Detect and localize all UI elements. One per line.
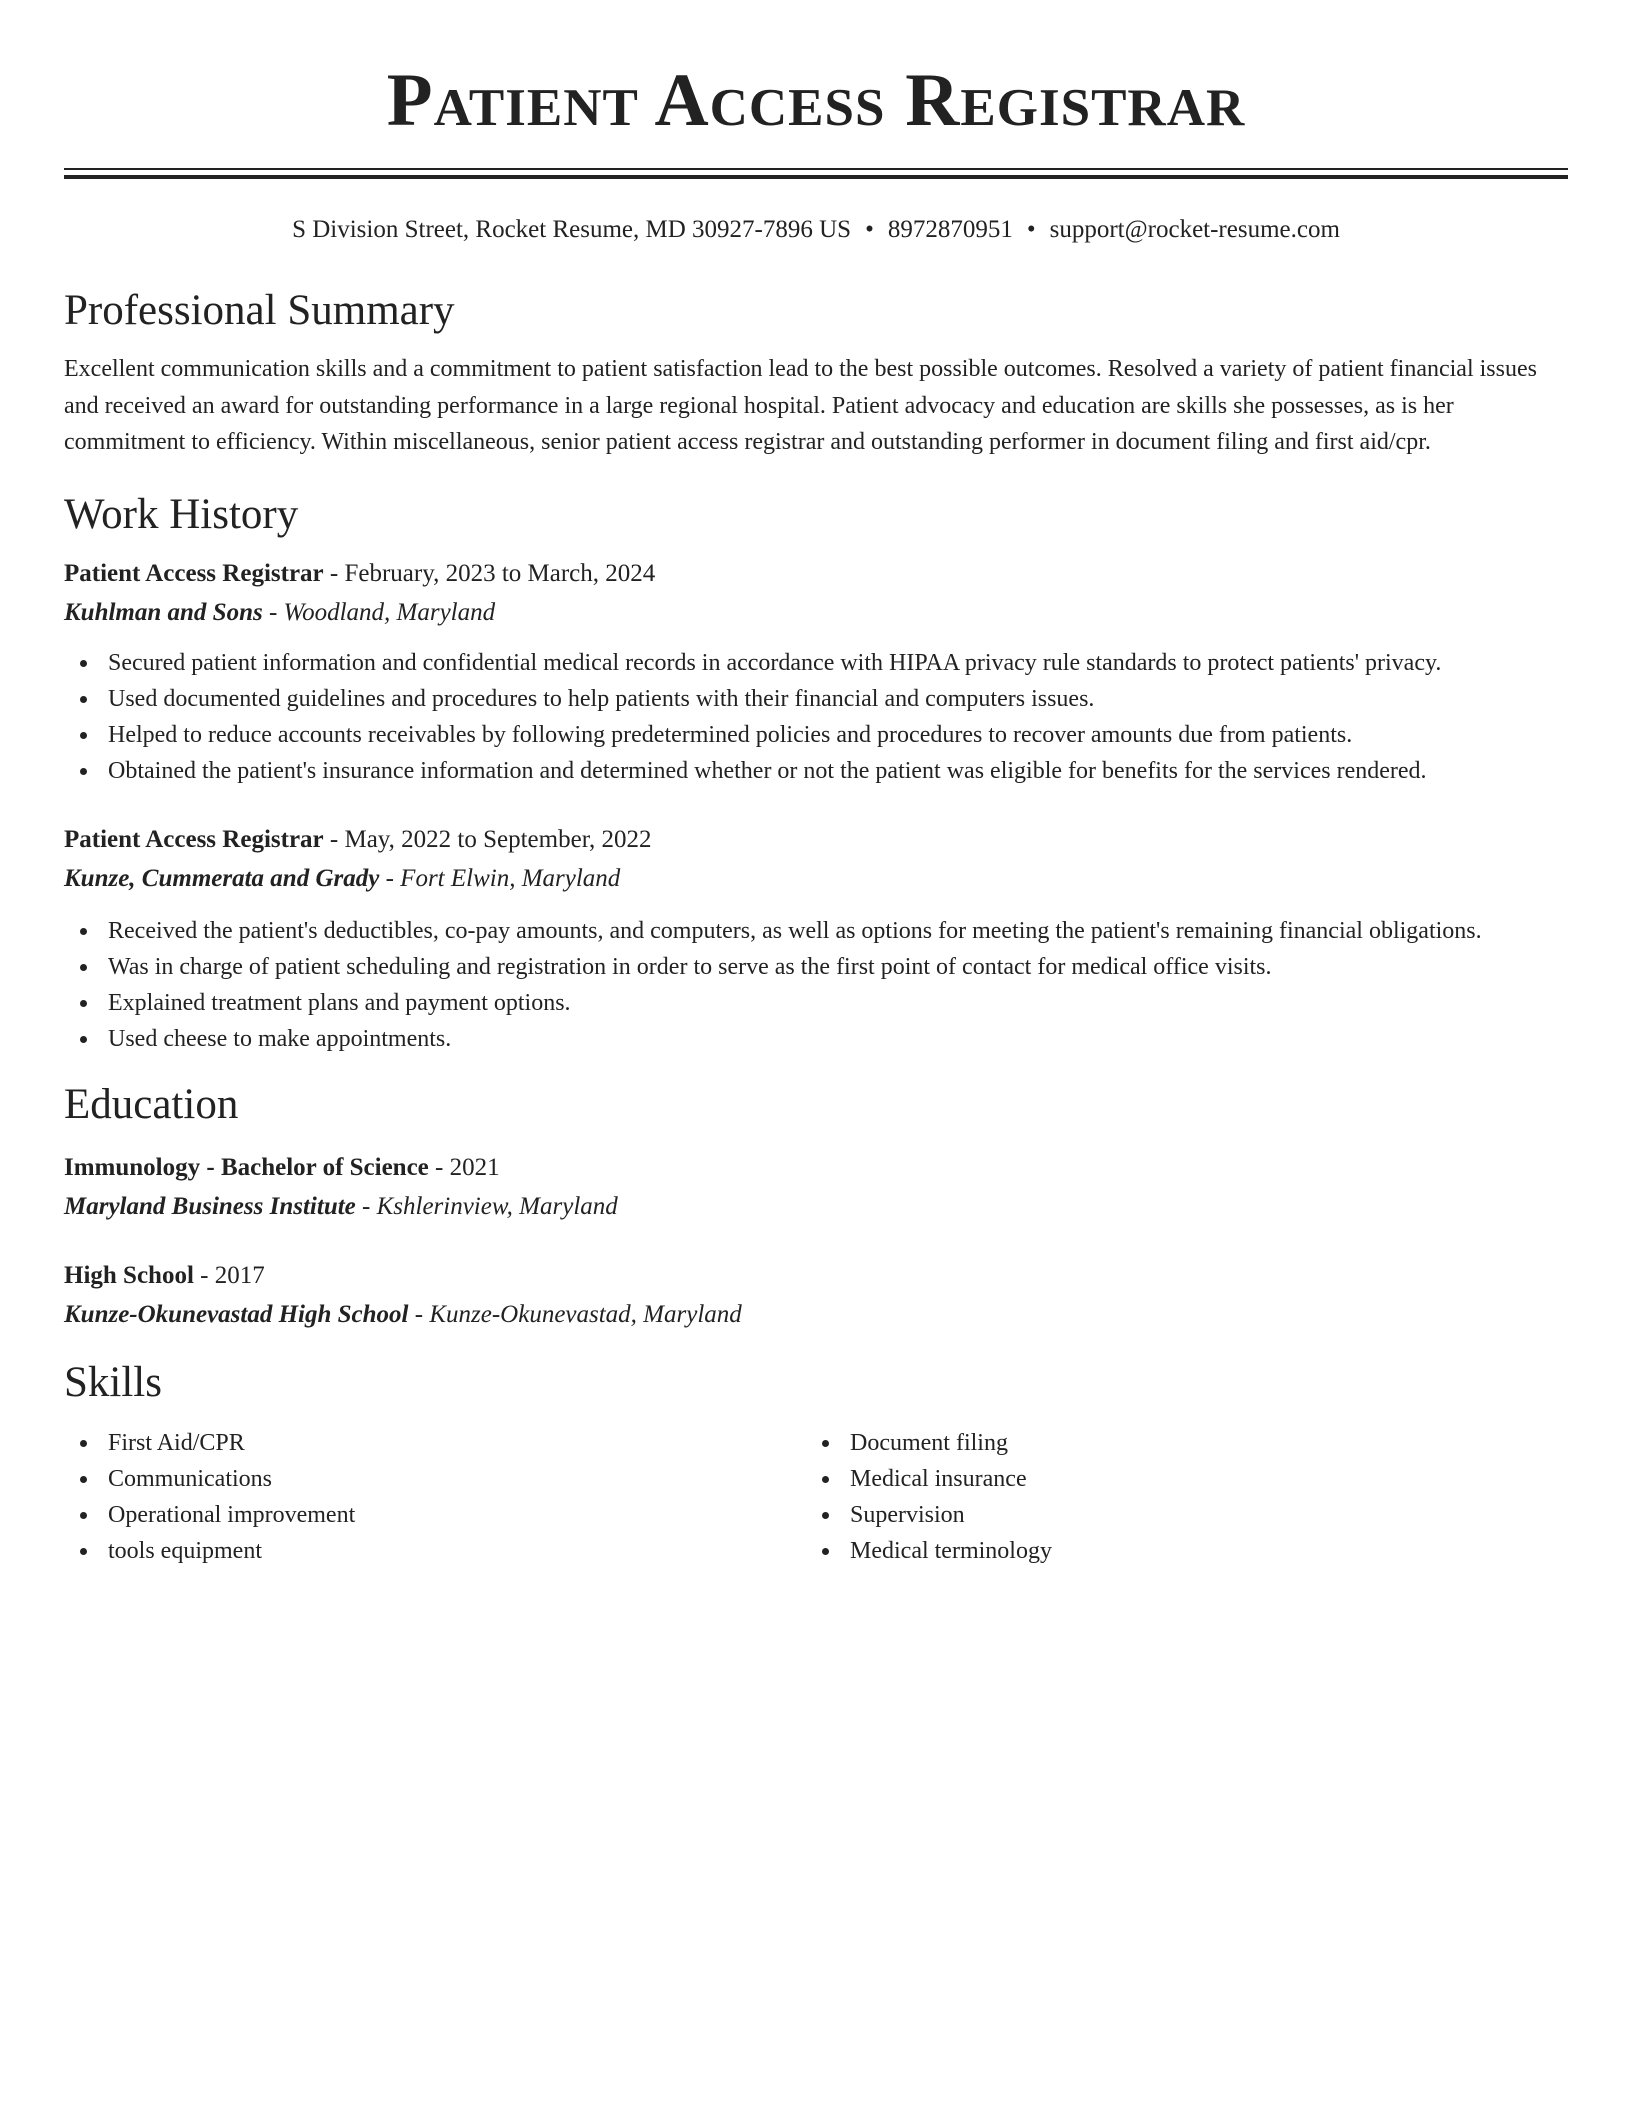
job-dates: - May, 2022 to September, 2022 [323, 825, 652, 853]
list-item: Helped to reduce accounts receivables by following predetermined policies and procedures to recover amounts due from patients. [64, 717, 1568, 753]
job-bullets [64, 913, 1568, 1057]
contact-separator: • [865, 216, 874, 243]
company-name: Kunze, Cummerata and Grady [64, 864, 380, 892]
skill-item: Medical terminology [806, 1533, 1548, 1569]
summary-text: Excellent communication skills and a commitment to patient satisfaction lead to the best possible outcomes. Resolved a variety of patient financial issues and received an award for outstanding performance in a large regional hospital. Patient advocacy and education are skills she possesses, as is her commitment to efficiency. Within miscellaneous, senior patient access registrar and outstanding performer in document filing and first aid/cpr. [64, 356, 1537, 455]
skill-item: tools equipment [64, 1533, 806, 1569]
skill-item: Operational improvement [64, 1497, 806, 1533]
list-item: Used documented guidelines and procedures to help patients with their financial and computers issues. [64, 681, 1568, 717]
degree-name: Immunology - Bachelor of Science [64, 1153, 429, 1181]
summary-heading: Professional Summary [64, 287, 455, 334]
graduation-year: - 2021 [428, 1153, 500, 1181]
skill-item: First Aid/CPR [64, 1425, 806, 1461]
school-name: Kunze-Okunevastad High School [64, 1300, 409, 1328]
company-name: Kuhlman and Sons [64, 598, 263, 626]
list-item: Received the patient's deductibles, co-pay amounts, and computers, as well as options for meeting the patient's remaining financial obligations. [64, 913, 1568, 949]
list-item: Obtained the patient's insurance information and determined whether or not the patient was eligible for benefits for the services rendered. [64, 753, 1568, 789]
company-location: - Fort Elwin, Maryland [379, 864, 621, 892]
skills-column-right [806, 1425, 1548, 1569]
work-history-heading: Work History [64, 490, 299, 538]
list-item: Secured patient information and confidential medical records in accordance with HIPAA privacy rule standards to protect patients' privacy. [64, 645, 1568, 681]
skill-item: Medical insurance [806, 1461, 1548, 1497]
resume-title: Patient Access Registrar [386, 59, 1246, 142]
skills-column-left [64, 1425, 806, 1569]
degree-line [64, 1257, 1568, 1295]
job-title: Patient Access Registrar [64, 559, 324, 587]
list-item: Used cheese to make appointments. [64, 1021, 1568, 1057]
school-location: - Kshlerinview, Maryland [355, 1192, 618, 1220]
degree-name: High School [64, 1261, 194, 1289]
list-item: Was in charge of patient scheduling and registration in order to serve as the first point of contact for medical office visits. [64, 949, 1568, 985]
job-entry [64, 555, 1568, 789]
skills-heading: Skills [64, 1358, 162, 1406]
title-divider [64, 168, 1568, 179]
skills-grid [64, 1425, 1568, 1569]
job-title: Patient Access Registrar [64, 825, 324, 853]
company-location: - Woodland, Maryland [262, 598, 496, 626]
job-bullets [64, 645, 1568, 789]
contact-address: S Division Street, Rocket Resume, MD 30927-7896 US [292, 216, 852, 243]
education-entry [64, 1149, 1568, 1227]
contact-phone: 8972870951 [887, 216, 1013, 243]
education-heading: Education [64, 1080, 239, 1128]
job-dates: - February, 2023 to March, 2024 [323, 559, 656, 587]
skill-item: Supervision [806, 1497, 1548, 1533]
skill-item: Document filing [806, 1425, 1548, 1461]
education-entry [64, 1257, 1568, 1335]
graduation-year: - 2017 [193, 1261, 265, 1289]
contact-line [64, 215, 1568, 245]
job-title-line [64, 555, 1568, 593]
company-line [64, 593, 1568, 633]
contact-email: support@rocket-resume.com [1049, 216, 1340, 243]
job-title-line [64, 821, 1568, 859]
school-location: - Kunze-Okunevastad, Maryland [408, 1300, 742, 1328]
contact-separator: • [1026, 216, 1036, 243]
degree-line [64, 1149, 1568, 1187]
school-line [64, 1187, 1568, 1227]
school-line [64, 1295, 1568, 1335]
school-name: Maryland Business Institute [64, 1192, 356, 1220]
skill-item: Communications [64, 1461, 806, 1497]
company-line [64, 859, 1568, 899]
list-item: Explained treatment plans and payment options. [64, 985, 1568, 1021]
job-entry [64, 821, 1568, 1057]
